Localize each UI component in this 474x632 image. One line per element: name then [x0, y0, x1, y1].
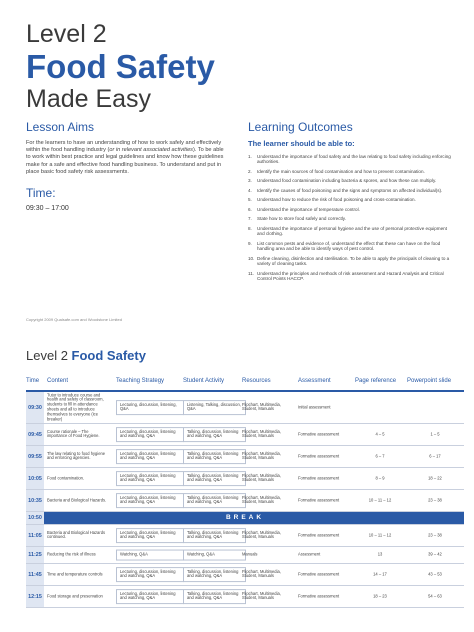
- outcome-number: 8.: [248, 225, 252, 231]
- cell-page: 18 – 23: [373, 593, 387, 599]
- section-title-level: Level 2: [26, 348, 68, 363]
- cell-resources: Flipchart, Multimedia, Student, Manuals: [242, 568, 281, 579]
- outcome-item: [248, 256, 454, 267]
- cell-content: Bacteria and Biological Hazards continued.: [47, 529, 106, 540]
- cell-assessment: Formative assessment: [298, 593, 340, 599]
- table-row: [26, 586, 464, 608]
- table-header: [26, 374, 464, 392]
- outcome-text: Understand the importance of personal hygiene and the use of personal protective equipment and clothing.: [257, 225, 447, 237]
- lesson-aims-text-em: or in relevant associated activities: [109, 147, 193, 154]
- header-resources: Resources: [242, 378, 271, 384]
- time-cell: 09:45: [26, 424, 44, 445]
- cell-strategy: Lecturing, discussion, listening and watching, Q&A: [116, 449, 184, 465]
- cell-assessment: Formative assessment: [298, 475, 340, 481]
- copyright-notice: Copyright 2009 Qualsafe.com and Woodstone Limited: [26, 317, 122, 322]
- outcome-number: 6.: [248, 206, 252, 212]
- header-teaching-strategy: Teaching Strategy: [116, 378, 165, 384]
- outcome-number: 9.: [248, 240, 252, 246]
- outcome-item: [248, 178, 454, 183]
- break-label: BREAK: [225, 514, 265, 521]
- time-cell: 12:15: [26, 586, 44, 607]
- cell-page: 10 – 11 – 12: [368, 532, 392, 538]
- outcome-item: [248, 188, 454, 193]
- break-row: [26, 512, 464, 525]
- cell-strategy: Lecturing, discussion, listening and watching, Q&A: [116, 427, 184, 443]
- cell-strategy: Lecturing, discussion, listening and watching, Q&A: [116, 567, 184, 583]
- cell-activity: Talking, discussion, listening and watching, Q&A: [183, 493, 246, 509]
- time-cell: 10:35: [26, 490, 44, 511]
- table-row: [26, 392, 464, 424]
- outcome-text: Define cleaning, disinfection and sterilisation. To be able to apply the principals of cleaning to a variety of cleaning tasks.: [257, 255, 450, 267]
- cell-activity: Talking, discussion, listening and watching, Q&A: [183, 589, 246, 605]
- time-cell: 11:25: [26, 547, 44, 563]
- time-cell: 11:05: [26, 525, 44, 546]
- time-cell: 10:50: [26, 512, 44, 524]
- cell-strategy: Lecturing, discussion, listening and watching, Q&A: [116, 493, 184, 509]
- cell-slide: 1 – 5: [430, 431, 440, 437]
- cell-content: Tutor to introduce course and health and safety of classroom, students to fill in attendance sheets and all to introduce themselves to everyone (ice breaker): [47, 391, 104, 422]
- time-cell: 09:30: [26, 392, 44, 423]
- outcome-item: [248, 154, 454, 165]
- outcome-text: Identify the causes of food poisoning and the signs and symptoms on affected individual(s).: [257, 187, 443, 193]
- outcome-list: [248, 154, 454, 281]
- time-cell: 09:55: [26, 446, 44, 467]
- outcome-number: 4.: [248, 187, 252, 193]
- header-student-activity: Student Activity: [183, 378, 225, 384]
- outcome-item: [248, 241, 454, 252]
- outcome-item: [248, 271, 454, 282]
- cell-strategy: Lecturing, discussion, listening and watching, Q&A: [116, 528, 184, 544]
- cell-strategy: Lecturing, discussion, listening and watching, Q&A: [116, 589, 184, 605]
- outcome-text: Understand how to reduce the risk of food poisoning and cross-contamination.: [257, 197, 416, 203]
- title-block: [26, 20, 215, 113]
- cell-activity: Talking, discussion, listening and watching, Q&A: [183, 471, 246, 487]
- outcome-number: 10.: [248, 255, 255, 261]
- cell-resources: Flipchart, Multimedia, Student, Manuals: [242, 472, 281, 483]
- outcome-number: 1.: [248, 154, 252, 159]
- header-powerpoint-slide: Powerpoint slide: [407, 378, 452, 384]
- learning-outcomes-subheading: The learner should be able to:: [248, 139, 355, 148]
- cell-slide: 6 – 17: [429, 453, 441, 459]
- outcome-number: 3.: [248, 178, 252, 184]
- cell-resources: Flipchart, Multimedia, Student, Manuals: [242, 529, 281, 540]
- lesson-aims-text-b: ). To be able to work within best practice and legal guidelines and know how these guidelines make for a safe and effective food handling business. To understand and put in place basic food safety risk assessments.: [26, 147, 224, 175]
- cell-slide: 54 – 63: [428, 593, 442, 599]
- cell-content: The law relating to food hygiene and enforcing agencies.: [47, 450, 106, 461]
- cell-resources: Flipchart, Multimedia, Student, Manuals: [242, 450, 281, 461]
- table-row: [26, 547, 464, 564]
- cell-strategy: Lecturing, discussion, listening, Q&A: [116, 400, 184, 416]
- cell-slide: 18 – 22: [428, 475, 442, 481]
- time-cell: 10:05: [26, 468, 44, 489]
- cell-content: Food contamination.: [47, 475, 85, 481]
- table-row: [26, 564, 464, 586]
- outcome-text: List common pests and evidence of, understand the effect that these can have on the food handling area and be able to identify ways of pest control.: [257, 240, 441, 252]
- learning-outcomes: [248, 120, 454, 286]
- outcome-item: [248, 197, 454, 202]
- cell-activity: Listening, Talking, discussion, Q&A: [183, 400, 246, 416]
- cell-assessment: Assessment: [298, 551, 321, 557]
- outcome-text: Identify the main sources of food contamination and how to prevent contamination.: [257, 168, 425, 174]
- outcome-number: 7.: [248, 216, 252, 222]
- cell-resources: Flipchart, Multimedia, Student, Manuals: [242, 428, 281, 439]
- time-value: 09:30 – 17:00: [26, 205, 69, 213]
- time-cell: 11:45: [26, 564, 44, 585]
- cell-activity: Talking, discussion, listening and watching, Q&A: [183, 567, 246, 583]
- cell-assessment: Formative assessment: [298, 453, 340, 459]
- header-assessment: Assessment: [298, 378, 331, 384]
- cell-activity: Talking, discussion, listening and watching, Q&A: [183, 427, 246, 443]
- cell-assessment: Formative assessment: [298, 532, 340, 538]
- cell-slide: 39 – 42: [428, 551, 442, 557]
- outcome-item: [248, 207, 454, 212]
- outcome-number: 2.: [248, 168, 252, 174]
- cell-page: 8 – 9: [375, 475, 385, 481]
- outcome-item: [248, 169, 454, 174]
- cell-content: Reducing the risk of illness: [47, 551, 96, 557]
- header-page-reference: Page reference: [355, 378, 397, 384]
- outcome-item: [248, 226, 454, 237]
- table-row: [26, 446, 464, 468]
- cell-page: 4 – 5: [375, 431, 385, 437]
- outcome-text: Understand the importance of temperature control.: [257, 206, 360, 212]
- cell-page: 13: [377, 551, 383, 557]
- lesson-aims-text-a: For the learners to have an understanding of how to work safely and effectively within the food handling industry (: [26, 140, 222, 154]
- table-row: [26, 468, 464, 490]
- cell-strategy: Watching, Q&A: [116, 550, 184, 561]
- outcome-number: 5.: [248, 197, 252, 203]
- cell-content: Food storage and preservation: [47, 593, 103, 599]
- lesson-aims-body: [26, 140, 226, 176]
- outcome-item: [248, 216, 454, 221]
- cell-content: Course rationale – The importance of Food Hygiene.: [47, 428, 100, 439]
- table-row: [26, 490, 464, 512]
- learning-outcomes-heading: Learning Outcomes: [248, 120, 353, 134]
- table-row: [26, 424, 464, 446]
- cell-resources: Flipchart, Multimedia, Student, Manuals: [242, 494, 281, 505]
- cell-assessment: Initial assessment: [298, 404, 331, 410]
- title-subtitle: Made Easy: [26, 85, 152, 113]
- outcome-text: Understand the importance of food safety and the law relating to food safety including enforcing authorities.: [257, 154, 451, 165]
- cell-content: Time and temperature controls: [47, 571, 103, 577]
- cell-activity: Talking, discussion, listening and watching, Q&A: [183, 528, 246, 544]
- cell-resources: Manuals: [242, 551, 258, 557]
- lesson-plan-table: [26, 374, 464, 632]
- cell-slide: 23 – 38: [428, 497, 442, 503]
- table-body: [26, 392, 464, 608]
- cell-page: 14 – 17: [373, 571, 387, 577]
- cell-resources: Flipchart, Multimedia, Student, Manuals: [242, 590, 281, 601]
- lesson-aims: [26, 120, 226, 212]
- outcome-text: State how to store food safely and correctly.: [257, 216, 347, 222]
- cell-activity: Talking, discussion, listening and watching, Q&A: [183, 449, 246, 465]
- cell-resources: Flipchart, Multimedia, Student, Manuals: [242, 401, 281, 412]
- cell-assessment: Formative assessment: [298, 571, 340, 577]
- table-row: [26, 525, 464, 547]
- outcome-text: Understand food contamination including bacteria & spores, and how these can multiply.: [257, 178, 437, 184]
- title-main: Food Safety: [26, 48, 215, 85]
- cell-activity: Watching, Q&A: [183, 550, 246, 561]
- title-level: Level 2: [26, 20, 107, 48]
- time-heading: Time:: [26, 186, 56, 201]
- header-time: Time: [26, 378, 40, 384]
- outcome-text: Understand the principles and methods of risk assessment and Hazard Analysis and Critical Control Points HACCP.: [257, 270, 444, 282]
- outcome-number: 11.: [248, 270, 255, 276]
- header-content: Content: [47, 378, 69, 384]
- cell-assessment: Formative assessment: [298, 497, 340, 503]
- cell-assessment: Formative assessment: [298, 431, 340, 437]
- cell-strategy: Lecturing, discussion, listening and watching, Q&A: [116, 471, 184, 487]
- cell-page: 6 – 7: [375, 453, 385, 459]
- section-title-main: Food Safety: [71, 348, 146, 363]
- section-title: [26, 348, 146, 363]
- cell-page: 10 – 11 – 12: [368, 497, 392, 503]
- cell-content: Bacteria and Biological Hazards.: [47, 497, 107, 503]
- cell-slide: 43 – 53: [428, 571, 442, 577]
- lesson-aims-heading: Lesson Aims: [26, 120, 95, 134]
- cell-slide: 23 – 38: [428, 532, 442, 538]
